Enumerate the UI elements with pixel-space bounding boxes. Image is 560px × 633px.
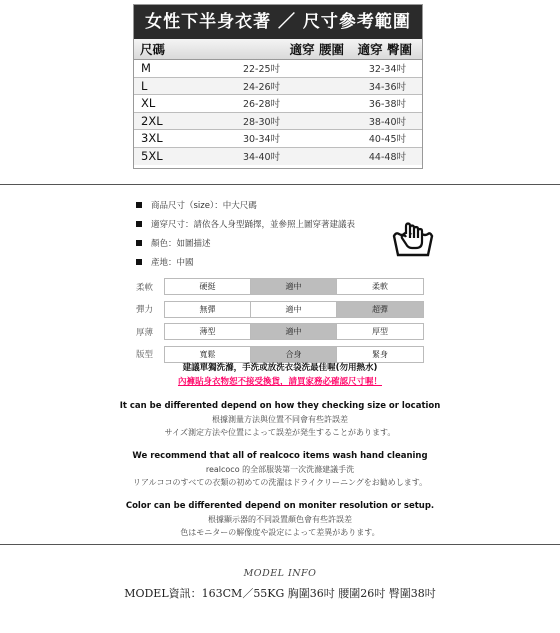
size-chart-title: 女性下半身衣著 ／ 尺寸參考範圍: [134, 5, 422, 39]
exchange-warning: 內褲貼身衣物恕不接受換貨，請買家務必確認尺寸喔！: [177, 377, 382, 387]
list-item: [136, 233, 355, 252]
cell-size: 2XL: [141, 113, 163, 128]
attr-label: 厚薄: [136, 327, 154, 338]
cell-waist: 34-40吋: [242, 152, 281, 164]
size-diff-jp: サイズ測定方法や位置によって誤差が発生することがあります。: [164, 428, 396, 437]
square-bullet-icon: [136, 259, 142, 265]
attr-option-selected: 合身: [251, 347, 337, 362]
attr-option: 薄型: [165, 324, 251, 339]
header-hip: 適穿 臀圍: [357, 42, 412, 57]
attr-row-softness: [136, 276, 424, 297]
attr-option-selected: 適中: [251, 279, 337, 294]
cell-hip: 34-36吋: [368, 81, 406, 93]
list-item: [136, 214, 355, 233]
model-info-title: MODEL INFO: [243, 568, 317, 579]
product-info-list: [136, 195, 355, 271]
attr-option: 緊身: [372, 349, 388, 359]
attr-options: [164, 346, 424, 363]
attr-options: [164, 278, 424, 295]
cell-hip: 44-48吋: [368, 152, 406, 164]
cell-waist: 30-34吋: [242, 134, 281, 146]
attr-label: 版型: [136, 350, 154, 360]
header-waist: 適穿 腰圍: [289, 42, 344, 57]
info-size: 商品尺寸（size）：中大尺碼: [151, 200, 257, 211]
size-diff-en: It can be differented depend on how they checking size or location: [119, 401, 441, 411]
table-row: [134, 148, 422, 166]
cell-hip: 38-40吋: [368, 116, 406, 128]
size-chart-header: [134, 39, 422, 60]
table-row: [134, 130, 422, 148]
cell-hip: 40-45吋: [368, 134, 406, 146]
size-chart-body: [134, 60, 422, 165]
attr-option: 無彈: [165, 302, 251, 317]
cell-hip: 36-38吋: [368, 99, 406, 111]
color-diff-en: Color can be differented depend on moniter resolution or setup.: [125, 501, 435, 511]
attr-option: 柔軟: [372, 282, 388, 291]
cell-waist: 22-25吋: [242, 64, 281, 76]
attr-option: 硬挺: [165, 279, 251, 294]
wash-advice: 建議單獨洗滌，手洗或放洗衣袋洗最佳喔(勿用熱水): [182, 363, 378, 373]
info-origin: 產地：中國: [151, 257, 194, 268]
list-item: [136, 195, 355, 214]
attr-options: [164, 301, 424, 318]
square-bullet-icon: [136, 240, 142, 246]
attr-option: 寬鬆: [165, 347, 251, 362]
attr-row-elasticity: [136, 299, 424, 320]
size-chart: [133, 4, 423, 169]
model-info-text: MODEL資訊：163CM／55KG 胸圍36吋 腰圍26吋 臀圍38吋: [124, 587, 436, 600]
color-diff-jp: 色はモニターの解像度や設定によって差異があります。: [180, 528, 380, 537]
care-notes: [0, 362, 560, 539]
cell-waist: 26-28吋: [242, 99, 281, 111]
color-diff-zh: 根據顯示器的不同設置顏色會有些許誤差: [208, 515, 352, 524]
attr-label: 柔軟: [136, 282, 154, 293]
table-row: [134, 113, 422, 131]
cell-size: L: [141, 78, 148, 93]
wash-zh: realcoco 的全部服裝第一次洗滌建議手洗: [205, 465, 355, 474]
attribute-table: [136, 276, 424, 366]
square-bullet-icon: [136, 202, 142, 208]
cell-size: M: [141, 61, 151, 76]
cell-size: XL: [141, 96, 156, 111]
attr-option: 厚型: [372, 327, 388, 336]
attr-option-selected: 適中: [251, 324, 337, 339]
attr-row-thickness: [136, 321, 424, 342]
divider: [0, 184, 560, 185]
list-item: [136, 252, 355, 271]
attr-options: [164, 323, 424, 340]
divider: [0, 544, 560, 545]
wash-jp: リアルココのすべての衣類の初めての洗濯はドライクリーニングをお勧めします。: [132, 478, 428, 487]
cell-hip: 32-34吋: [368, 64, 406, 76]
wash-en: We recommend that all of realcoco items wash hand cleaning: [132, 451, 428, 461]
attr-label: 彈力: [136, 305, 154, 315]
info-fit: 適穿尺寸：請依各人身型踊擇，並參照上圖穿著建議表: [151, 219, 356, 230]
hand-wash-icon: [390, 222, 436, 258]
header-size: 尺碼: [140, 42, 166, 57]
cell-size: 5XL: [141, 149, 163, 164]
table-row: [134, 60, 422, 78]
info-color: 顏色：如圖描述: [151, 238, 211, 249]
cell-waist: 24-26吋: [242, 81, 281, 93]
attr-option: 適中: [251, 302, 337, 317]
size-diff-zh: 根據測量方法與位置不同會有些許誤差: [212, 415, 348, 424]
table-row: [134, 95, 422, 113]
cell-size: 3XL: [141, 131, 163, 146]
cell-waist: 28-30吋: [242, 116, 281, 128]
square-bullet-icon: [136, 221, 142, 227]
attr-option-selected: 超彈: [337, 302, 423, 317]
table-row: [134, 78, 422, 96]
